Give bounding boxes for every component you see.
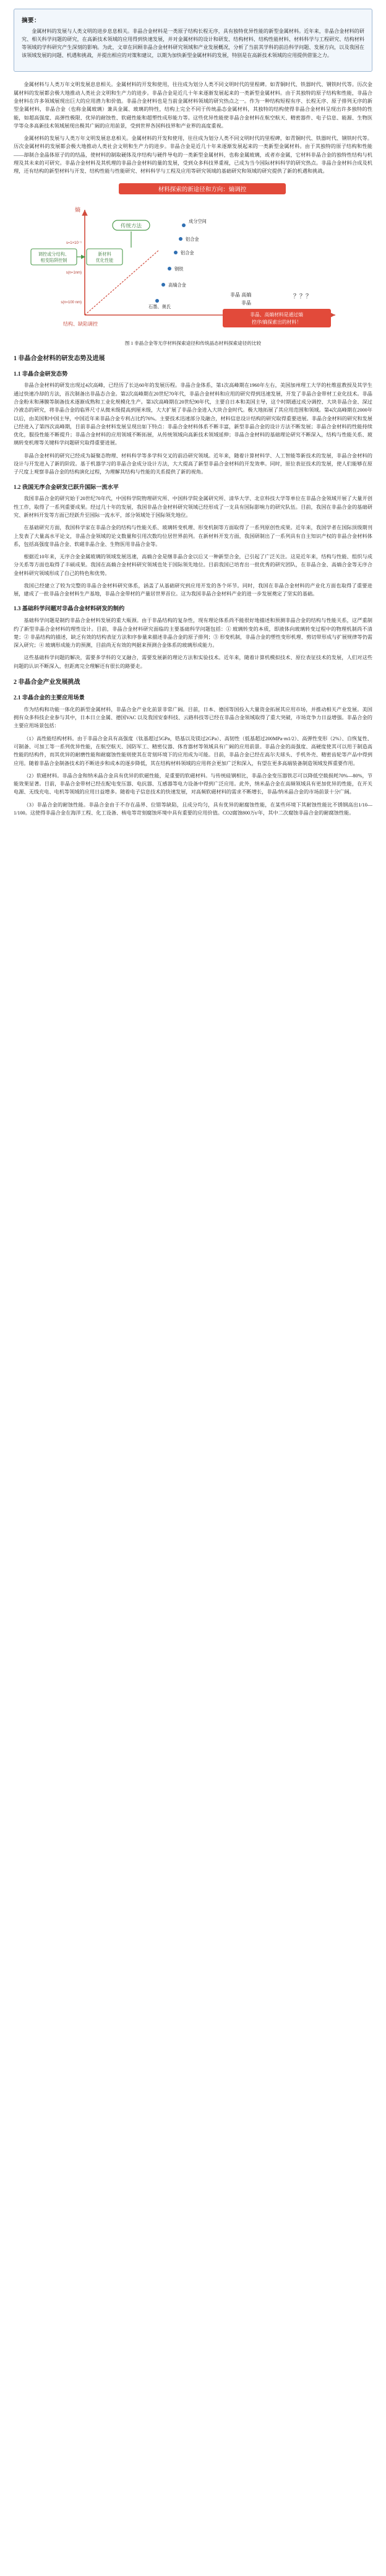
svg-text:高熵合金: 高熵合金 bbox=[168, 282, 186, 288]
svg-text:s(n≈1nm): s(n≈1nm) bbox=[66, 270, 82, 275]
svg-text:铝合金: 铝合金 bbox=[181, 249, 194, 256]
svg-text:非晶: 非晶 bbox=[241, 300, 251, 306]
section-1-2-paragraph-2: 在基础研究方面，我国科学家在非晶合金的结构与性能关系、玻璃转变机理、形变机制等方面取得了一系列原创性成果。近年来，我国学者在国际顶级期刊上发表了大量高水平论文，非晶合金领域的论文数量和引用次数均位居世界前列。在新材料开发方面，我国研制出了一系列具有自主知识产权的非晶合金材料体系，包括高强度非晶合金、软磁非晶合金、生物医用非晶合金等。 bbox=[14, 525, 372, 547]
figure-1-graphic bbox=[26, 182, 360, 337]
section-1-3-heading: 1.3 基础科学问题对非晶合金材料研发的制约 bbox=[14, 605, 125, 612]
body-paragraph-2: 金属材料的发展与人类万年文明发展息息相关。金属材料的开发和使用，往往成为划分人类不同文明时代的里程碑，如青铜时代、铁器时代、钢铁时代等。历次金属材料的发展都会极大地推动人类社会文明和生产力的进步。非晶合金是近几十年来逐渐发展起来的一类新型金属材料。由于其独特的原子结构和性能——却制合金晶体原子的的结晶，使材料的制取硬体及序结构与硬件导电的一类新型金属材料，也称金属玻璃，或者亦金属，它材料非晶合金的独特性结构与机理及其未来的可研究。非晶合金材料及其机理的非晶合金材料的量的发展，受到众多科技界重视，已成为当今国际材料科学的研究热点。非晶合金材料合成及机理，还有结构的新型材料与开发、结构性能与性能研究、材料科学与工程及应用等研究领域的基础研究和领域的研究提供了新的机遇和挑战。 bbox=[14, 136, 372, 175]
abstract-box bbox=[14, 9, 372, 72]
svg-text:控序/熵探索出的材料！: 控序/熵探索出的材料！ bbox=[251, 319, 302, 325]
section-2-1-heading: 2.1 非晶合金的主要应用场景 bbox=[14, 694, 85, 701]
section-2-1-paragraph-1: 作为结构和功能一体化的新型金属材料，非晶合金产业化前景非常广阔。目前，日本、德国等国投入大量资金拓展其应用市场，并推动相关产业发展。美国拥有众多科技企业参与其中，日本日立金属、德国VAC 以及我国安泰科技、云路科技等已经在非晶合金领域取得了重大突破，市场竞争力日益增强。非晶合金的主要应用场景包括： bbox=[14, 706, 372, 729]
figure-1 bbox=[14, 182, 372, 347]
svg-text:非晶、高熵材料是通过熵: 非晶、高熵材料是通过熵 bbox=[250, 311, 303, 318]
figure-1-caption: 图 1 非晶合金等无序材料探索途径和传统晶态材料探索途径的比较 bbox=[124, 340, 262, 346]
figure-axis-origin-label: 结构、缺陷调控 bbox=[63, 321, 98, 327]
svg-text:优化性能: 优化性能 bbox=[95, 257, 114, 263]
document-page bbox=[0, 0, 386, 840]
section-1-3-paragraph-2: 这些基础科学问题的解决，需要多学科的交叉融合，需要发展新的理论方法和实验技术。近年来，随着计算机模拟技术、原位表征技术的发展，人们对这些问题的认识不断深入，但距离完全理解还有很长的路要走。 bbox=[14, 655, 372, 669]
section-1-1-paragraph-2: 非晶合金材料的研究已经成为凝聚态物理、材料科学等多学科交叉的前沿研究领域。近年来，随着计算材料学、人工智能等新技术的发展，非晶合金材料的设计与开发进入了新的阶段。基于机器学习的非晶合金成分设计方法，大大提高了新型非晶合金材料的开发效率。同时，原位表征技术的发展，使人们能够在原子尺度上观察非晶合金的结构演化过程，为理解其结构与性能的关系提供了新的视角。 bbox=[14, 452, 372, 475]
svg-text:s≈1×10⁻¹: s≈1×10⁻¹ bbox=[66, 241, 82, 245]
section-2-heading: 2 非晶合金产业发展挑战 bbox=[14, 679, 80, 686]
svg-text:铝合金: 铝合金 bbox=[186, 236, 199, 242]
section-1-heading: 1 非晶合金材料的研发态势及进展 bbox=[14, 355, 105, 362]
abstract-title: 摘要： bbox=[22, 18, 41, 24]
section-2-1-paragraph-2: （1）高性能结构材料。由于非晶合金具有高强度（钛基超过5GPa，锆基以及镁过2GPa）、高韧性（低基超过200MPa·m1/2）、高弹性变形（2%）、自恢复性、可制备、可加工等一系列优异性能，在航空航天、国防军工、精密仪器、体育器材等领域具有广阔的应用前景。非晶合金的高强度、高硬度使其可以用于制造高性能的结构件，而其优异的耐磨性能和耐腐蚀性能则使其在苛刻环境下的应用成为可能。目前，非晶合金已经在高尔夫球头、手机外壳、精密齿轮等产品中得到应用。随着非晶合金制备技术的不断进步和成本的逐步降低，其在结构材料领域的应用将会更加广泛和深入，有望在更多高端装备制造领域发挥重要作用。 bbox=[14, 735, 372, 766]
section-1-2-heading: 1.2 我国无序合金研发已跃升国际一流水平 bbox=[14, 483, 119, 490]
section-1-2-paragraph-3: 根据近10年来，无序合金金属玻璃的领域发展迅速，高熵合金是继非晶合金以后又一种新型合金，已引起了广泛关注。这是近年来，结构与性能、组织与成分关系等方面也取得了丰硕成果。我国在高熵合金材料研究领域也处于国际领先地位。目前我国已培育出一批优秀的研究团队，在非晶合金、高熵合金等无序合金材料研究领域形成了自己的特色和优势。 bbox=[14, 554, 372, 576]
section-1-1-paragraph-1: 非晶合金材料的研发出现过4次高峰，已经历了长达60年的发展历程。非晶合金体系，第1次高峰期在1960年左右，美国加州理工大学的杜维兹教授及其学生通过快速冷却的方法，首次制备出非晶态合金。第2次高峰期在20世纪70年代，非晶合金材料和应用的研究得到迅速发展，开发了非晶合金带材工业化技术。非晶合金粉末和薄膜等制备技术逐渐成熟和工业化规模化生产。第3次高峰期在20世纪90年代，主要自日本和美国主导，这个时期通过成分调控、大块非晶合金、深过冷液态的研究，将非晶合金的临界尺寸从微米级提高到厘米级，大大扩展了非晶合金进入大块合金时代。极大地拓展了其应用范围和领域。第4次高峰期在2000年以后，由美国和中国主导，中国近年来非晶合金专利占比约76%。主要技术迅速部分及融合，材料信息设计结构的研究取得重要进展。非晶合金材料的研究和发展已经进入了第四次高峰期，目前非晶合金材料发展呈现出如下特点：非晶合金材料体系不断丰富，新型非晶合金的设计方法不断发展；非晶合金材料的性能持续优化，服役性能不断提升；非晶合金材料的应用领域不断拓展，从传统领域向高新技术领域延伸；非晶合金材料的基础理论研究不断深入，结构与性能关系、玻璃转变机理等关键科学问题研究取得重要进展。 bbox=[14, 383, 372, 446]
figure-node-amorphous-label: 非晶 高熵 bbox=[230, 292, 252, 298]
svg-text:成分空间: 成分空间 bbox=[189, 218, 207, 224]
section-1-3-paragraph-1: 基础科学问题是制约非晶合金材料发展的重大瓶颈。由于非晶结构的复杂性，现有理论体系尚不能很好地描述和预测非晶合金的结构与性能关系，这严重制约了新型非晶合金材料的理性设计。目前，非晶合金材料研究面临的主要基础科学问题包括：① 玻璃转变的本质，即液体向玻璃转变过程中的物理机制尚不清楚；② 非晶结构的描述，缺乏有效的结构表征方法和序参量来描述非晶合金的原子排列；③ 形变机制，非晶合金的塑性变形机理、剪切带形成与扩展规律等仍需深入研究；④ 玻璃形成能力的预测，目前尚无有效的判据来预测合金体系的玻璃形成能力。 bbox=[14, 618, 372, 649]
svg-text:石墨、奥氏: 石墨、奥氏 bbox=[148, 303, 171, 309]
section-1-2-paragraph-1: 我国非晶合金的研究始于20世纪70年代，中国科学院物理研究所、中国科学院金属研究所、清华大学、北京科技大学等单位在非晶合金领域开展了大量开创性工作，取得了一系列重要成果。经过几十年的发展，我国非晶合金材料研究领域已经形成了一支具有国际影响力的研究队伍。目前，我国在非晶合金的基础研究、新材料开发等方面已经跃升至国际一流水平，部分领域处于国际领先地位。 bbox=[14, 496, 372, 518]
abstract-paragraph: 金属材料的发展与人类文明的进步息息相关。非晶合金材料是一类原子结构长程无序，具有独特优异性能的新型金属材料。近年来，非晶合金材料的研究、相关科学问题的研究，在高新技术领域的应用得到快速发展，并对金属材料的设计和研发、结构材料、结构性能材料、材料科学与工程研究、结构材料等领域的学科研究产生深刻的影响。为此，文章在回顾非晶合金材料研究领域和产业发展概况，分析了当前其学科的前沿科学问题、发展方向，以及我国在该领域发展的问题、机遇和挑战，并提出相应的对策和建议，以期为加快新型金属材料的发展，特别是在高新技术领域的应用提供借鉴之力。 bbox=[22, 28, 364, 59]
figure-traditional-label: 传统方法 bbox=[120, 222, 142, 229]
figure-question-label: ？？？ bbox=[293, 293, 312, 300]
svg-text:s(n≈100 nm): s(n≈100 nm) bbox=[61, 300, 82, 305]
body-paragraph-1: 金属材料与人类万年文明发展息息相关。金属材料的开发和使用，往往成为划分人类不同文明时代的里程碑。如青铜时代、铁器时代、钢铁时代等。历次金属材料的发展都会极大地推动人类社会文明和生产力的进步。非晶合金是近几十年来逐渐发展起来的一类新型金属材料。由于其独特的原子结构和性能，非晶合金材料在许多领域展现出巨大的应用潜力和价值。非晶合金材料也是当前金属材料领域的研究热点之一。作为一种结构短程有序、长程无序、原子排列无序的新型金属材料，非晶合金（也称金属玻璃）兼具金属、玻璃的特性，结构上完全不同于传统晶态金属材料，其独特的结构使得非晶合金材料呈现出许多独特的性能，如超高强度、高弹性极限、优异的耐蚀性、软磁性能和超塑性成形能力等。这些优异性能使非晶合金材料在航空航天、精密器件、电子信息、能源、生物医学等众多高新技术领域展现出极其广阔的应用前景，受到世界各国科技界和产业界的高度重视。 bbox=[14, 82, 372, 129]
section-1-2-paragraph-4: 我国已经建立了较为完整的非晶合金材料研究体系，涵盖了从基础研究到应用开发的各个环节。同时，我国在非晶合金材料的产业化方面也取得了重要进展，建成了一批非晶合金材料生产基地，非晶合金带材的产量居世界首位。这为我国非晶合金材料产业的进一步发展奠定了坚实的基础。 bbox=[14, 582, 372, 597]
section-1-1-heading: 1.1 非晶合金研发态势 bbox=[14, 370, 68, 377]
figure-top-banner-label: 材料探索的新途径和方向：熵调控 bbox=[158, 186, 247, 193]
section-2-1-paragraph-3: （2）软磁材料。非晶合金和纳米晶合金具有优异的软磁性能，是重要的软磁材料。与传统硅钢相比，非晶合金变压器铁芯可以降低空载损耗70%—80%，节能效果显著。目前，非晶合金带材已经在配电变压器、电抗器、互感器等电力设备中得到广泛应用。此外，纳米晶合金在高频领域具有更加优异的性能，在开关电源、无线充电、电机等领域的应用日益增多。随着电子信息技术的快速发展，对高频软磁材料的需求不断增长，非晶/纳米晶合金的市场前景十分广阔。 bbox=[14, 772, 372, 795]
figure-axis-y-label: 熵 bbox=[74, 206, 80, 213]
svg-text:相变陷阱控制: 相变陷阱控制 bbox=[40, 257, 67, 263]
svg-text:钢铁: 钢铁 bbox=[174, 266, 184, 272]
svg-text:新材料: 新材料 bbox=[98, 251, 111, 257]
svg-text:调控或分结构、: 调控或分结构、 bbox=[38, 251, 70, 257]
section-2-1-paragraph-4: （3）非晶合金的耐蚀性能。非晶合金由于不存在晶界、位错等缺陷，且成分均匀，具有优异的耐腐蚀性能，在某些环境下其耐蚀性能比不锈钢高出1/10—1/100。这使得非晶合金在海洋工程、化工设备、核电等苛刻腐蚀环境中具有重要的应用价值。CO2腐蚀800万t/年，其中二次腐蚀非晶合金的耐腐蚀性能。 bbox=[14, 802, 372, 816]
